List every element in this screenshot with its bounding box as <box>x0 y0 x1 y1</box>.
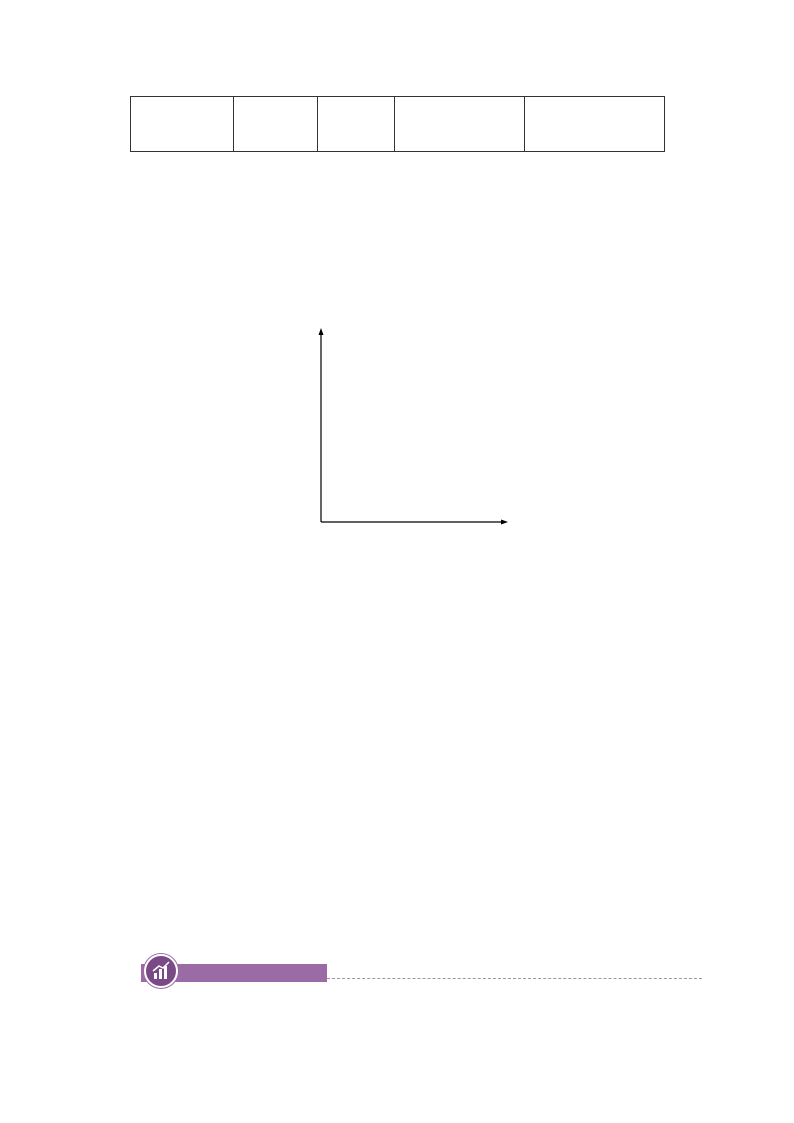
chart-icon <box>144 954 178 988</box>
x-axis-arrow <box>501 520 508 525</box>
graph-paper <box>306 320 516 540</box>
y-axis-arrow <box>319 328 324 335</box>
header-time <box>318 97 395 152</box>
table-header-row <box>131 97 665 152</box>
header-velocity <box>395 97 525 152</box>
header-velocity-squared <box>525 97 665 152</box>
header-rubber-bands <box>131 97 234 152</box>
data-table <box>130 96 665 152</box>
header-displacement <box>234 97 318 152</box>
coordinate-grid <box>306 320 516 540</box>
banner-dash-line <box>327 978 702 979</box>
